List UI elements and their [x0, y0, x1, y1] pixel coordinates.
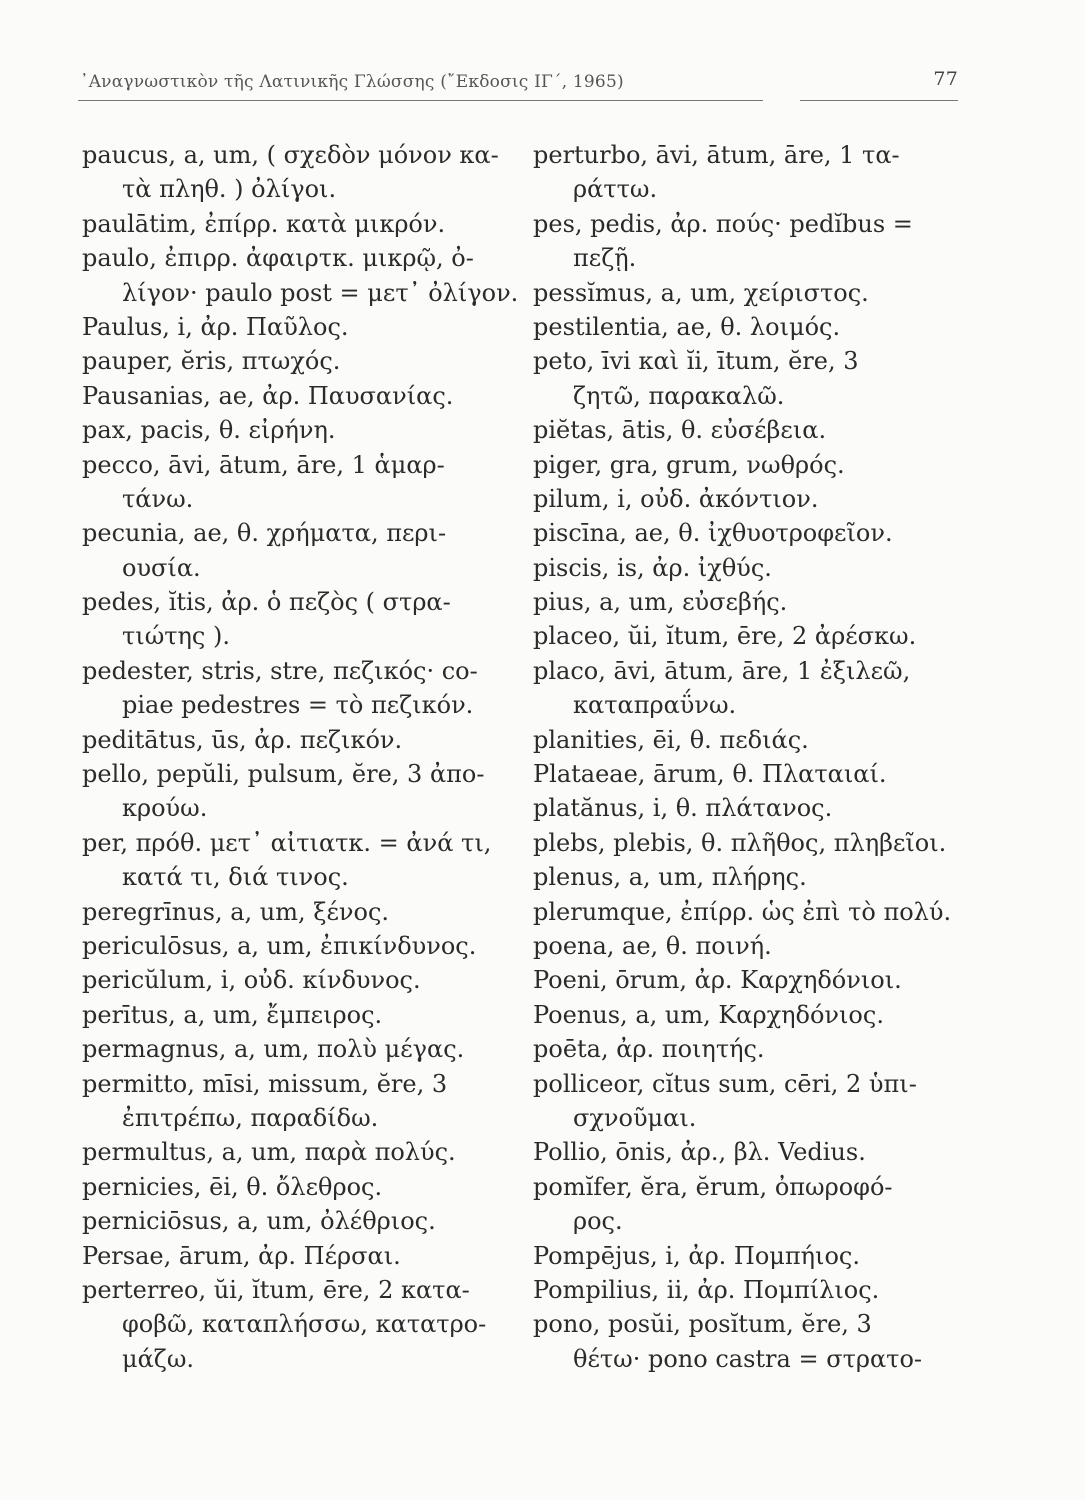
entry-line: paucus, a, um, ( σχεδὸν μόνον κα- [82, 141, 499, 169]
entry-line: Pollio, ōnis, ἀρ., βλ. Vedius. [533, 1138, 866, 1167]
entry-line: μάζω. [122, 1344, 195, 1373]
entry-line: per, πρόθ. μετ᾿ αἰτιατκ. = ἀνά τι, [82, 828, 492, 857]
header-rule [78, 100, 763, 101]
entry-line: piscīna, ae, θ. ἰχθυοτροφεῖον. [533, 519, 893, 548]
entry-line: Poenus, a, um, Καρχηδόνιος. [533, 1000, 884, 1029]
entry-line: Pompilius, ii, ἀρ. Πομπίλιος. [533, 1275, 880, 1304]
entry-line: ζητῶ, παρακαλῶ. [573, 381, 785, 410]
entry-line: pello, pepŭli, pulsum, ĕre, 3 ἀπο- [82, 760, 485, 789]
entry-line: Poeni, ōrum, ἀρ. Καρχηδόνιοι. [533, 966, 902, 995]
entry-line: Persae, ārum, ἀρ. Πέρσαι. [82, 1241, 401, 1270]
entry-line: perturbo, āvi, ātum, āre, 1 τα- [533, 141, 900, 169]
entry-line: σχνοῦμαι. [573, 1103, 697, 1132]
entry-line: perītus, a, um, ἔμπειρος. [82, 1000, 383, 1029]
entry-line: ράττω. [573, 175, 658, 204]
entry-line: piscis, is, ἀρ. ἰχθύς. [533, 553, 772, 582]
header-rule-right [800, 100, 958, 101]
entry-line: Pompējus, i, ἀρ. Πομπήιος. [533, 1241, 860, 1270]
entry-line: τὰ πληθ. ) ὀλίγοι. [122, 175, 337, 204]
left-column [82, 138, 519, 1376]
entry-line: placo, āvi, ātum, āre, 1 ἐξιλεῶ, [533, 656, 911, 685]
page-number: 77 [933, 68, 958, 90]
entry-line: permitto, mīsi, missum, ĕre, 3 [82, 1069, 448, 1098]
entry-line: φοβῶ, καταπλήσσω, κατατρο- [122, 1310, 487, 1339]
entry-line: pedes, ĭtis, ἀρ. ὁ πεζὸς ( στρα- [82, 588, 451, 617]
book-title: ᾿Αναγνωστικὸν τῆς Λατινικῆς Γλώσσης (῎Εκδοσις ΙΓ΄, 1965) [80, 72, 624, 92]
entry-line: pius, a, um, εὐσεβής. [533, 588, 788, 617]
entry-line: perniciōsus, a, um, ὀλέθριος. [82, 1207, 436, 1236]
entry-line: permagnus, a, um, πολὺ μέγας. [82, 1035, 465, 1064]
entry-line: pes, pedis, ἀρ. πούς· pedĭbus = [533, 209, 913, 238]
right-column [533, 138, 963, 1376]
entry-line: peto, īvi καὶ ĭi, ītum, ĕre, 3 [533, 347, 859, 376]
entry-line: piĕtas, ātis, θ. εὐσέβεια. [533, 416, 827, 445]
entry-line: pilum, i, οὐδ. ἀκόντιον. [533, 484, 819, 513]
entry-line: pauper, ĕris, πτωχός. [82, 347, 341, 376]
entry-line: κατά τι, διά τινος. [122, 863, 349, 892]
entry-line: ρος. [573, 1207, 623, 1236]
entry-line: poēta, ἀρ. ποιητής. [533, 1035, 765, 1064]
entry-line: paulātim, ἐπίρρ. κατὰ μικρόν. [82, 209, 446, 238]
entry-line: paulo, ἐπιρρ. ἀφαιρτκ. μικρῷ, ὀ- [82, 244, 474, 273]
entry-line: κρούω. [122, 794, 208, 823]
entry-line: poena, ae, θ. ποινή. [533, 931, 772, 960]
entry-line: perterreo, ŭi, ĭtum, ēre, 2 κατα- [82, 1275, 470, 1304]
entry-line: λίγον· paulo post = μετ᾿ ὀλίγον. [122, 278, 519, 307]
entry-line: pedester, stris, stre, πεζικός· co- [82, 656, 478, 685]
entry-line: plerumque, ἐπίρρ. ὡς ἐπὶ τὸ πολύ. [533, 897, 952, 926]
entry-line: plenus, a, um, πλήρης. [533, 863, 807, 892]
entry-line: pomĭfer, ĕra, ĕrum, ὀπωροφό- [533, 1172, 893, 1201]
entry-line: peregrīnus, a, um, ξένος. [82, 897, 390, 926]
entry-line: τιώτης ). [122, 622, 230, 651]
entry-line: τάνω. [122, 484, 194, 513]
running-header [78, 66, 958, 100]
entry-line: polliceor, cĭtus sum, cēri, 2 ὑπι- [533, 1069, 917, 1098]
entry-line: πεζῇ. [573, 244, 637, 273]
entry-line: Pausanias, ae, ἀρ. Παυσανίας. [82, 381, 454, 410]
entry-line: platănus, i, θ. πλάτανος. [533, 794, 833, 823]
entry-line: Paulus, i, ἀρ. Παῦλος. [82, 312, 349, 341]
entry-line: planities, ēi, θ. πεδιάς. [533, 725, 809, 754]
entry-line: pernicies, ēi, θ. ὄλεθρος. [82, 1172, 383, 1201]
entry-line: piger, gra, grum, νωθρός. [533, 450, 845, 479]
entry-line: καταπραΰνω. [573, 691, 737, 720]
entry-line: periculōsus, a, um, ἐπικίνδυνος. [82, 931, 477, 960]
entry-line: pono, posŭi, posĭtum, ĕre, 3 [533, 1310, 872, 1339]
entry-line: pecunia, ae, θ. χρήματα, περι- [82, 519, 447, 548]
entry-line: plebs, plebis, θ. πλῆθος, πληβεῖοι. [533, 828, 947, 857]
entry-line: pecco, āvi, ātum, āre, 1 ἁμαρ- [82, 450, 445, 479]
entry-line: ἐπιτρέπω, παραδίδω. [122, 1103, 379, 1132]
entry-line: placeo, ŭi, ĭtum, ēre, 2 ἀρέσκω. [533, 622, 917, 651]
entry-line: pericŭlum, i, οὐδ. κίνδυνος. [82, 966, 421, 995]
entry-line: permultus, a, um, παρὰ πολύς. [82, 1138, 456, 1167]
entry-line: peditātus, ūs, ἀρ. πεζικόν. [82, 725, 403, 754]
entry-line: ουσία. [122, 553, 201, 582]
entry-line: pestilentia, ae, θ. λοιμός. [533, 312, 841, 341]
entry-line: θέτω· pono castra = στρατο- [573, 1344, 923, 1373]
entry-line: Plataeae, ārum, θ. Πλαταιαί. [533, 760, 887, 789]
entry-line: pax, pacis, θ. εἰρήνη. [82, 416, 336, 445]
entry-line: piae pedestres = τὸ πεζικόν. [122, 691, 474, 720]
entry-line: pessĭmus, a, um, χείριστος. [533, 278, 869, 307]
